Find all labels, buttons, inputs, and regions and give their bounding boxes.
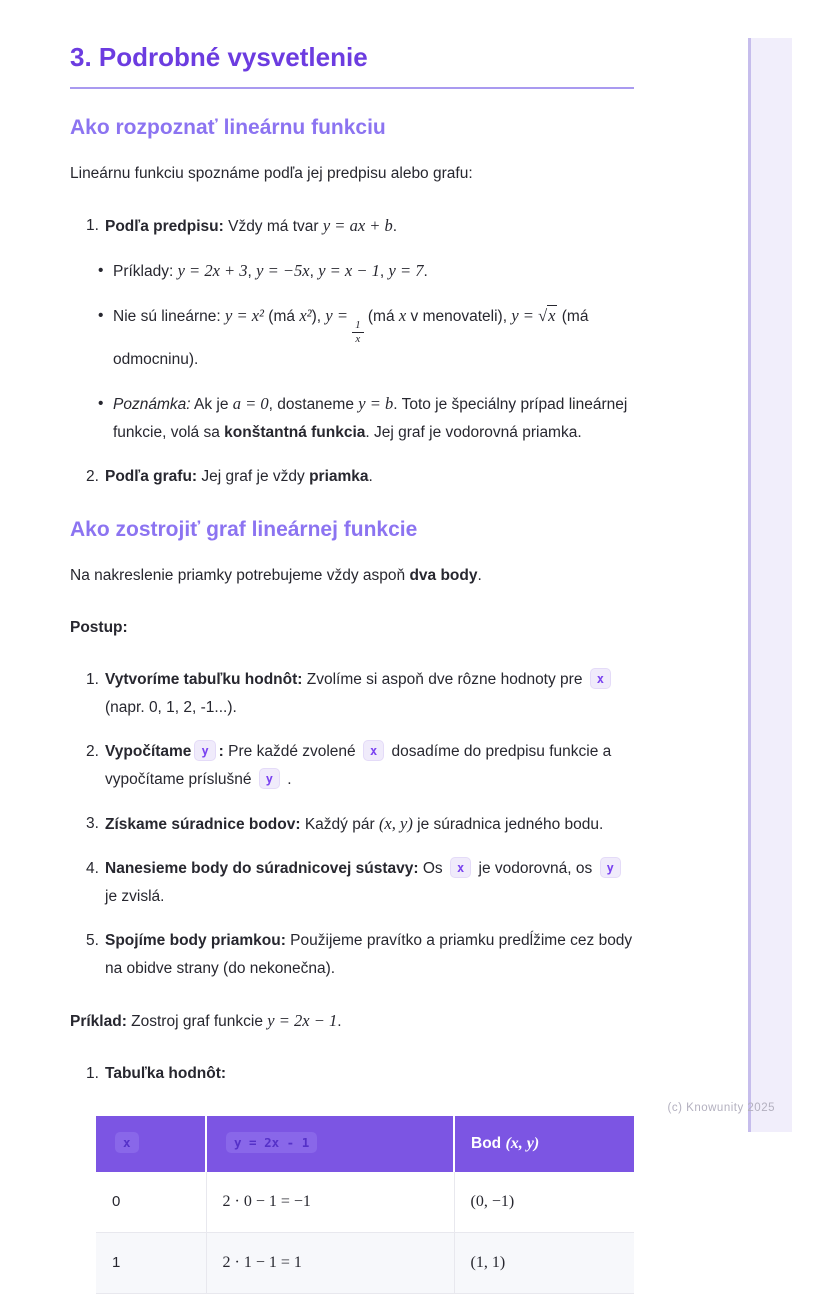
table-row [96, 1232, 634, 1293]
cell-point: (1, 1) [454, 1232, 634, 1293]
step-nanesieme-body: 4. Nanesieme body do súradnicovej sústavy: Os x je vodorovná, os y je zvislá. [86, 855, 634, 911]
bullet-marker: • [98, 307, 104, 325]
inline-code-y: y [194, 740, 215, 761]
step-spojime-body: 5. Spojíme body priamkou: Použijeme pravítko a priamku predĺžime cez body na obidve strany (do nekonečna). [86, 927, 634, 983]
list-marker: 3. [86, 814, 99, 832]
table-header-x [96, 1116, 206, 1172]
inline-code-y: y [600, 857, 621, 878]
recognition-list [70, 212, 634, 490]
cell-computation: 2 · 1 − 1 = 1 [206, 1232, 454, 1293]
list-item-podla-predpisu: 1. Podľa predpisu: Vždy má tvar y = ax + b. [86, 212, 634, 241]
intro-paragraph-2: Na nakreslenie priamky potrebujeme vždy aspoň dva body. [70, 566, 482, 584]
postup-label: Postup: [70, 618, 128, 636]
values-table [96, 1116, 634, 1294]
inline-code-y: y [259, 768, 280, 789]
list-marker: 4. [86, 859, 99, 877]
formula-y-2x-1: y = 2x − 1 [267, 1010, 338, 1030]
list-marker: 1. [86, 1064, 99, 1082]
title-divider [70, 87, 634, 89]
list-item-podla-grafu: 2. Podľa grafu: Jej graf je vždy priamka. [86, 463, 634, 491]
list-marker: 1. [86, 670, 99, 688]
cell-computation: 2 · 0 − 1 = −1 [206, 1172, 454, 1233]
list-marker: 2. [86, 467, 99, 485]
bullet-marker: • [98, 394, 104, 412]
list-marker: 1. [86, 217, 99, 235]
cell-x-value: 1 [96, 1232, 206, 1293]
radical-sign: √ [538, 306, 548, 326]
cell-x-value: 0 [96, 1172, 206, 1233]
steps-list [70, 666, 634, 983]
step-ziskame-suradnice: 3. Získame súradnice bodov: Každý pár (x, y) je súradnica jedného bodu. [86, 810, 634, 839]
fraction-one-over-x: $\frac{1}{x}$ [352, 319, 364, 345]
watermark-text: (c) Knowunity 2025 [667, 1102, 775, 1114]
header-code-x: x [115, 1132, 139, 1154]
list-marker: 5. [86, 931, 99, 949]
section-heading-ako-zostrojit: Ako zostrojiť graf lineárnej funkcie [70, 517, 418, 541]
list-marker: 2. [86, 742, 99, 760]
recognition-sublist [98, 257, 634, 446]
cell-point: (0, −1) [454, 1172, 634, 1233]
example-list [70, 1060, 634, 1088]
bullet-marker: • [98, 262, 104, 280]
formula-y-ax-b: y = ax + b [322, 216, 393, 236]
document-content [70, 0, 634, 1294]
table-header-formula [206, 1116, 454, 1172]
table-header-bod: Bod (x, y) [454, 1116, 634, 1172]
formula-xy-pair: (x, y) [378, 813, 413, 833]
header-code-formula: y = 2x - 1 [226, 1132, 317, 1154]
intro-paragraph-1: Lineárnu funkciu spoznáme podľa jej predpisu alebo grafu: [70, 165, 473, 183]
next-page-edge [748, 38, 792, 1132]
list-item-tabulka-hodnot: 1. Tabuľka hodnôt: [86, 1060, 634, 1088]
table-header-row [96, 1116, 634, 1172]
inline-code-x: x [590, 668, 611, 689]
table-row [96, 1172, 634, 1233]
step-vytvorime-tabulku: 1. Vytvoríme tabuľku hodnôt: Zvolíme si aspoň dve rôzne hodnoty pre x (napr. 0, 1, 2, -1...). [86, 666, 634, 722]
inline-code-x: x [363, 740, 384, 761]
step-vypocitame-y: 2. Vypočítame y : Pre každé zvolené x dosadíme do predpisu funkcie a vypočítame príslušné y . [86, 738, 634, 794]
bullet-priklady: • Príklady: y = 2x + 3, y = −5x, y = x − 1, y = 7. [98, 257, 634, 286]
page-title: 3. Podrobné vysvetlenie [70, 42, 368, 72]
bullet-poznamka: • Poznámka: Ak je a = 0, dostaneme y = b. Toto je špeciálny prípad lineárnej funkcie, volá sa konštantná funkcia. Jej graf je vodorovná priamka. [98, 390, 634, 447]
priklad-paragraph: Príklad: Zostroj graf funkcie y = 2x − 1. [70, 1010, 342, 1030]
section-heading-ako-rozpoznat: Ako rozpoznať lineárnu funkciu [70, 116, 386, 140]
inline-code-x: x [450, 857, 471, 878]
bullet-nie-su-linearne: • Nie sú lineárne: y = x² (má x²), y = $\frac{1}{x}$ (má x v menovateli), y = √x (má odmocninu). [98, 302, 634, 373]
sqrt-expression: y = √x [511, 306, 556, 326]
